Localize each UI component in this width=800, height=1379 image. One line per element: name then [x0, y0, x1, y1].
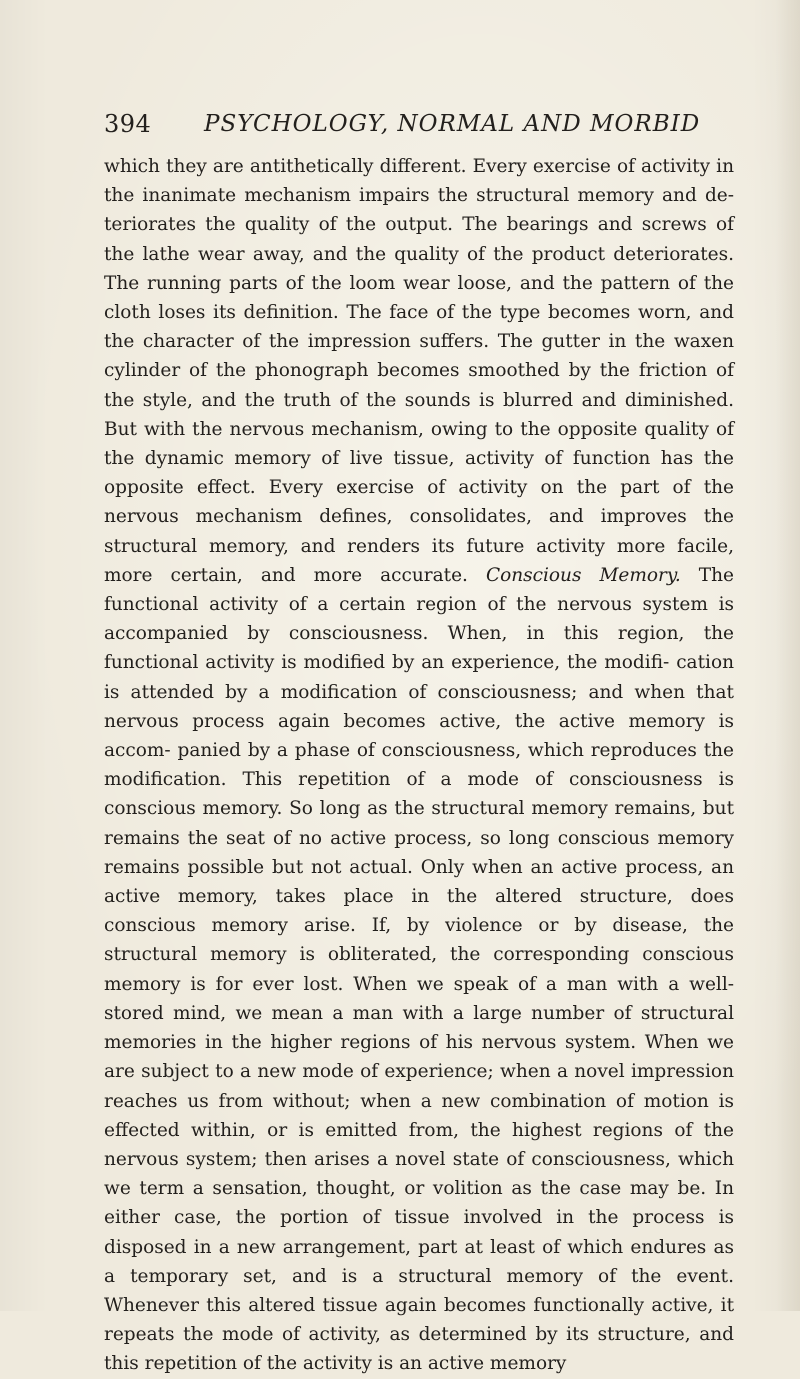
body-text-part-1: which they are antithetically different. Every exercise of activity in the inanimate mechanism impairs the structural memory and de- teriorates the quality of the output. The bearings and screws of the lathe wear away, and the quality of the product deteriorates. The running parts of the loom wear loose, and the pattern of the cloth loses its definition. The face of the type becomes worn, and the character of the impression suffers. The gutter in the waxen cylinder of the phonograph becomes smoothed by the friction of the style, and the truth of the sounds is blurred and diminished. But with the nervous mechanism, owing to the opposite quality of the dynamic memory of live tissue, activity of function has the opposite effect. Every exercise of activity on the part of the nervous mechanism defines, consolidates, and improves the structural memory, and renders its future activity more facile, more certain, and more accurate. — [104, 156, 734, 586]
page-edge-shading — [776, 0, 800, 1311]
running-head: PSYCHOLOGY, NORMAL AND MORBID — [204, 111, 701, 137]
body-paragraph — [104, 152, 734, 1379]
section-heading-conscious-memory: Conscious Memory. — [485, 564, 681, 586]
page-number: 394 — [104, 110, 152, 138]
page-header — [104, 104, 744, 144]
body-text-part-2: The functional activity of a certain region of the nervous system is accompanied by consciousness. When, in this region, the functional activity is modified by an experience, the modifi- cation is attended by a modification of consciousness; and when that nervous process again becomes active, the active memory is accom- panied by a phase of consciousness, which reproduces the modification. This repetition of a mode of consciousness is conscious memory. So long as the structural memory remains, but remains the seat of no active process, so long conscious memory remains possible but not actual. Only when an active process, an active memory, takes place in the altered structure, does conscious memory arise. If, by violence or by disease, the structural memory is obliterated, the corresponding conscious memory is for ever lost. When we speak of a man with a well-stored mind, we mean a man with a large number of structural memories in the higher regions of his nervous system. When we are subject to a new mode of experience; when a novel impression reaches us from without; when a new combination of motion is effected within, or is emitted from, the highest regions of the nervous system; then arises a novel state of consciousness, which we term a sensation, thought, or volition as the case may be. In either case, the portion of tissue involved in the process is disposed in a new arrangement, part at least of which endures as a temporary set, and is a structural memory of the event. Whenever this altered tissue again becomes functionally active, it repeats the mode of activity, as determined by its structure, and this repetition of the activity is an active memory — [104, 564, 734, 1375]
